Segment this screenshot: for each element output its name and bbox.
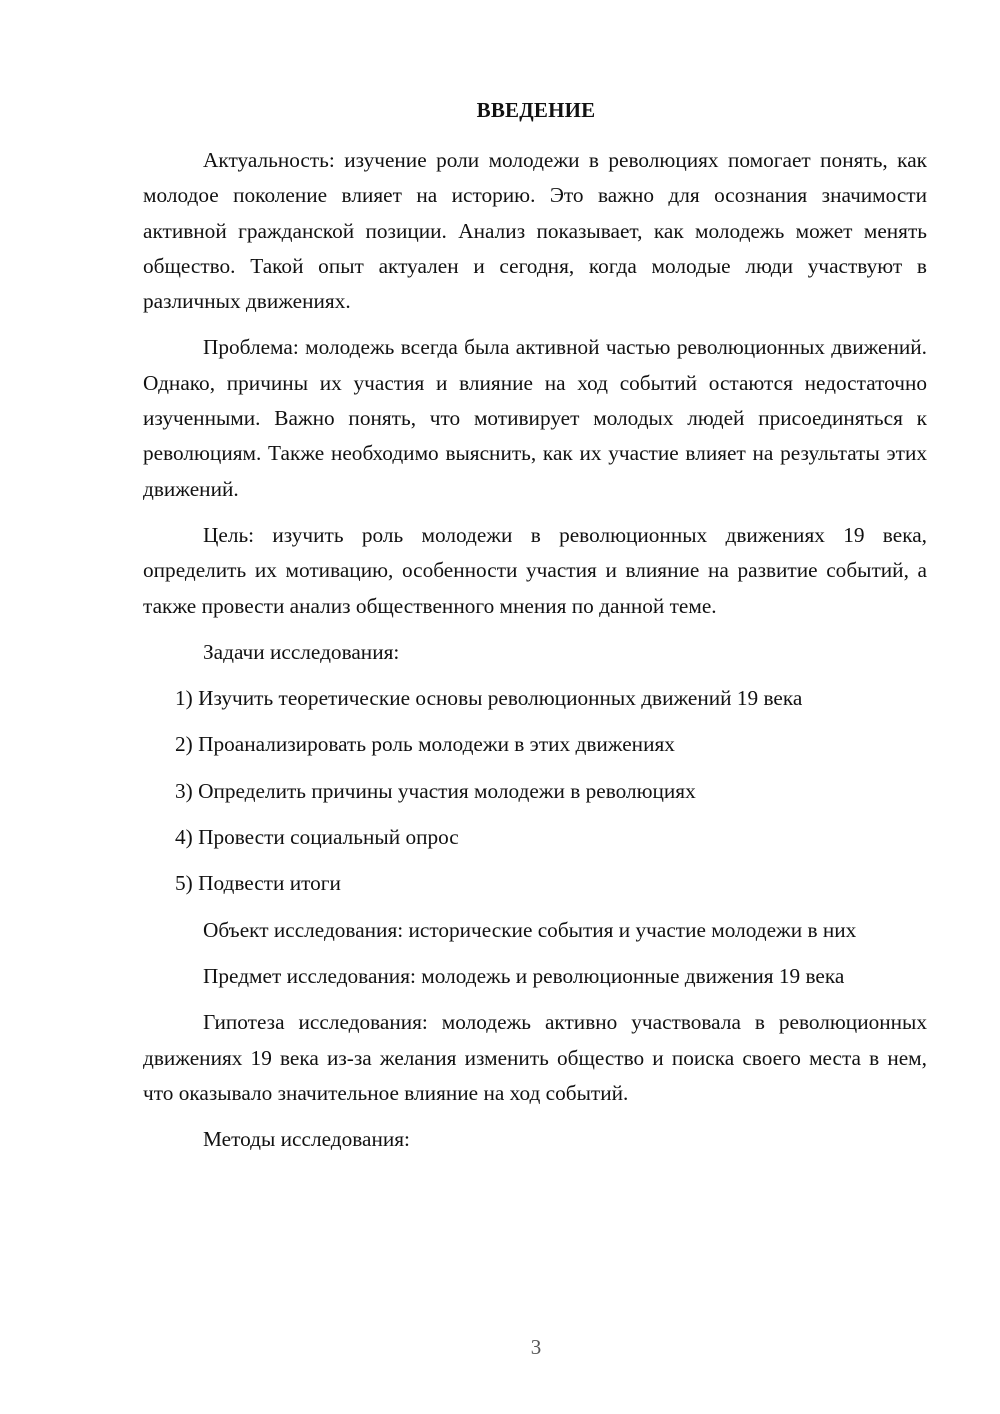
task-item: 5) Подвести итоги [175, 871, 341, 896]
task-item: 2) Проанализировать роль молодежи в этих движениях [175, 732, 675, 757]
methods-heading: Методы исследования: [203, 1127, 410, 1152]
relevance-paragraph: Актуальность: изучение роли молодежи в революциях помогает понять, как молодое поколение влияет на историю. Это важно для осознания значимости активной гражданской позиции. Анализ показывает, как молодежь может менять общество. Такой опыт актуален и сегодня, когда молодые люди участвуют в различных движениях. [143, 148, 927, 314]
object-paragraph: Объект исследования: исторические события и участие молодежи в них [203, 917, 857, 942]
tasks-heading: Задачи исследования: [203, 639, 400, 664]
document-body [143, 143, 927, 1168]
task-item: 4) Провести социальный опрос [175, 825, 459, 850]
task-item: 3) Определить причины участия молодежи в революциях [175, 778, 696, 803]
page-title: ВВЕДЕНИЕ [476, 98, 596, 122]
problem-paragraph: Проблема: молодежь всегда была активной частью революционных движений. Однако, причины их участия и влияние на ход событий остаются недостаточно изученными. Важно понять, что мотивирует молодых людей присоединяться к революциям. Также необходимо выяснить, как их участие влияет на результаты этих движений. [143, 335, 927, 501]
hypothesis-paragraph: Гипотеза исследования: молодежь активно участвовала в революционных движениях 19 века из-за желания изменить общество и поиска своего места в нем, что оказывало значительное влияние на ход событий. [143, 1010, 927, 1105]
page-number: 3 [530, 1335, 542, 1359]
task-item: 1) Изучить теоретические основы революционных движений 19 века [175, 686, 803, 711]
goal-paragraph: Цель: изучить роль молодежи в революционных движениях 19 века, определить их мотивацию, особенности участия и влияние на развитие событий, а также провести анализ общественного мнения по данной теме. [143, 522, 927, 618]
subject-paragraph: Предмет исследования: молодежь и революционные движения 19 века [203, 963, 845, 988]
